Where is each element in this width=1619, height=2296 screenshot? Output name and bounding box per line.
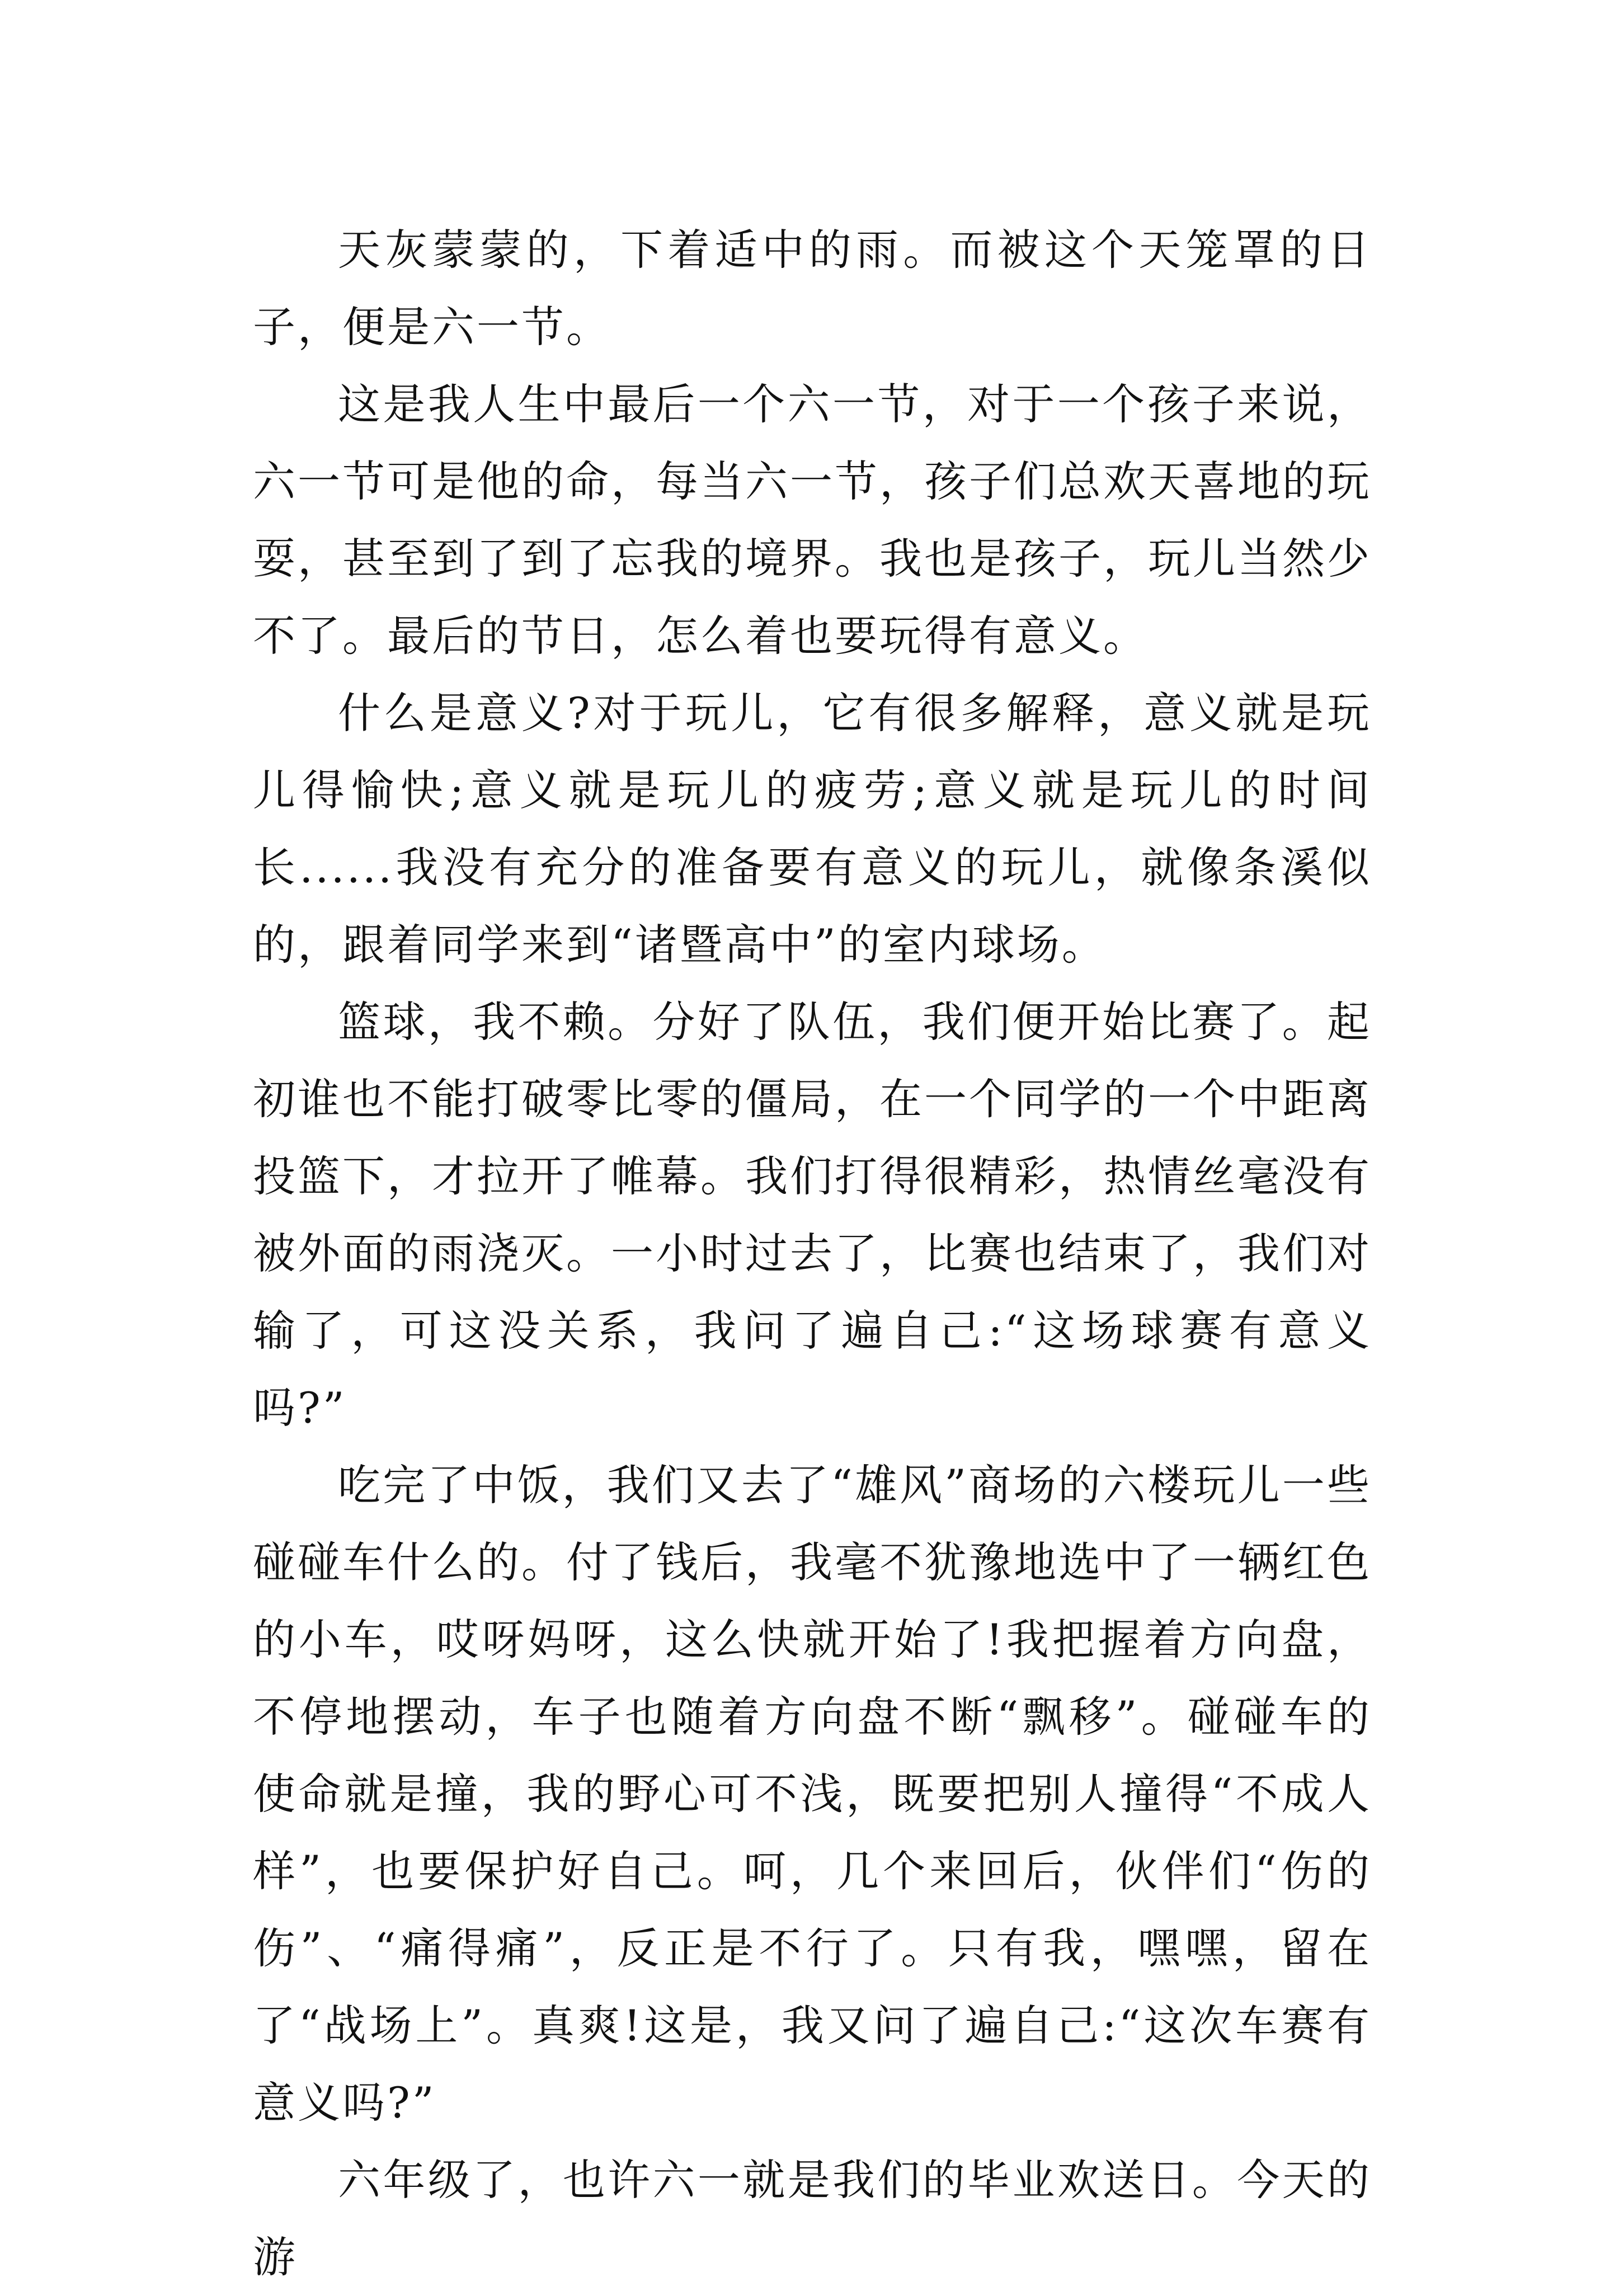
paragraph-3: 什么是意义?对于玩儿，它有很多解释，意义就是玩儿得愉快;意义就是玩儿的疲劳;意义就是玩儿的时间长......我没有充分的准备要有意义的玩儿，就像条溪似的，跟着同学来到“诸暨高中”的室内球场。 bbox=[253, 688, 1372, 970]
paragraph-1: 天灰蒙蒙的，下着适中的雨。而被这个天笼罩的日子，便是六一节。 bbox=[253, 225, 1372, 352]
paragraph-6: 六年级了，也许六一就是我们的毕业欢送日。今天的游 bbox=[253, 2155, 1372, 2282]
paragraph-4: 篮球，我不赖。分好了队伍，我们便开始比赛了。起初谁也不能打破零比零的僵局，在一个同学的一个中距离投篮下，才拉开了帷幕。我们打得很精彩，热情丝毫没有被外面的雨浇灭。一小时过去了，比赛也结束了，我们对输了，可这没关系，我问了遍自己:“这场球赛有意义吗?” bbox=[253, 997, 1372, 1433]
paragraph-2: 这是我人生中最后一个六一节，对于一个孩子来说，六一节可是他的命，每当六一节，孩子们总欢天喜地的玩耍，甚至到了到了忘我的境界。我也是孩子，玩儿当然少不了。最后的节日，怎么着也要玩得有意义。 bbox=[253, 379, 1372, 661]
paragraph-5: 吃完了中饭，我们又去了“雄风”商场的六楼玩儿一些碰碰车什么的。付了钱后，我毫不犹豫地选中了一辆红色的小车，哎呀妈呀，这么快就开始了!我把握着方向盘，不停地摆动，车子也随着方向盘不断“飘移”。碰碰车的使命就是撞，我的野心可不浅，既要把别人撞得“不成人样”，也要保护好自己。呵，几个来回后，伙伴们“伤的伤”、“痛得痛”，反正是不行了。只有我，嘿嘿，留在了“战场上”。真爽!这是，我又问了遍自己:“这次车赛有意义吗?” bbox=[253, 1460, 1372, 2128]
essay-body bbox=[253, 211, 1372, 2296]
